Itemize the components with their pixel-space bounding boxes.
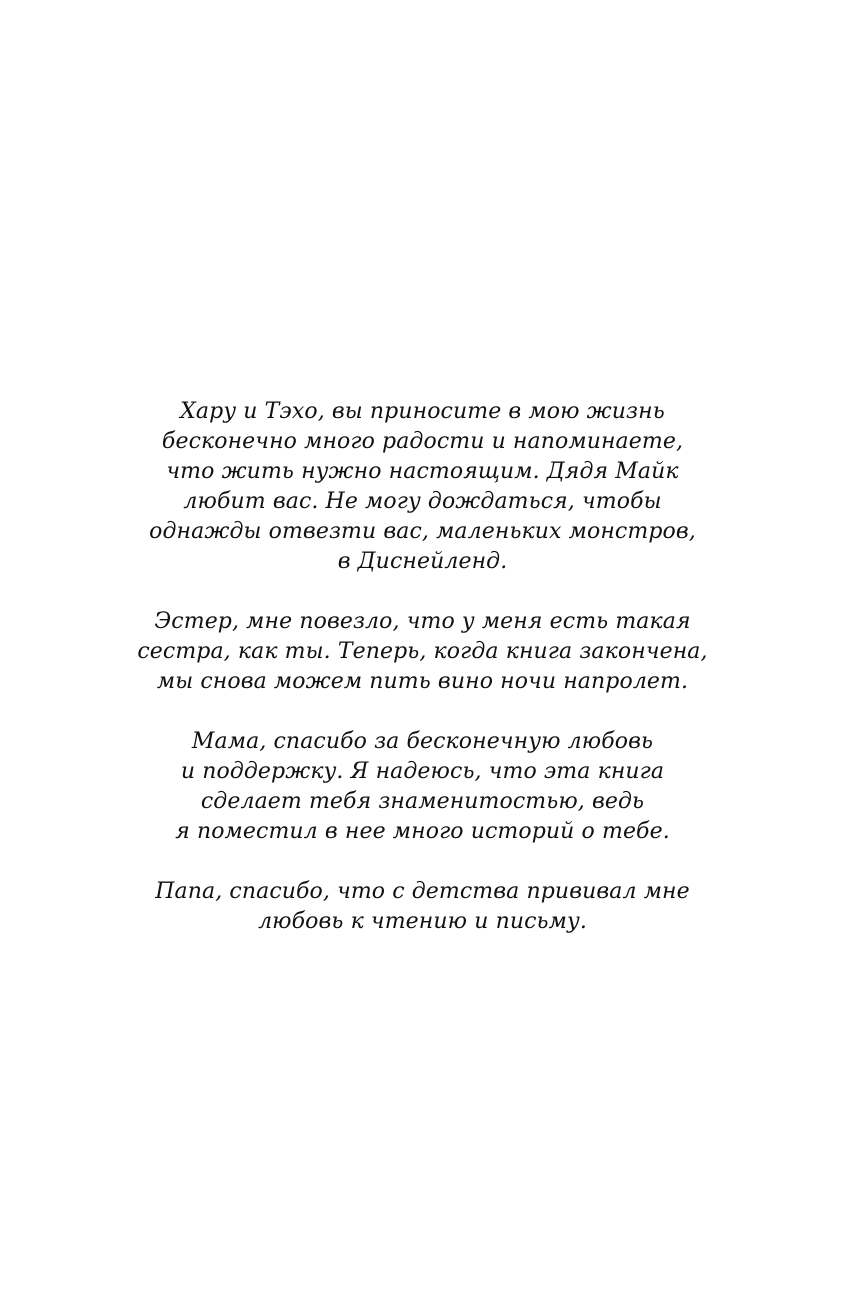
paragraph-children: [0, 397, 845, 577]
text-line: сестра, как ты. Теперь, когда книга закончена,: [137, 639, 708, 664]
text-line: любовь к чтению и письму.: [258, 909, 587, 934]
text-line: сделает тебя знаменитостью, ведь: [200, 789, 645, 814]
text-line: в Диснейленд.: [337, 549, 508, 574]
text-line: что жить нужно настоящим. Дядя Майк: [166, 459, 679, 484]
text-line: Папа, спасибо, что с детства прививал мне: [155, 879, 690, 904]
text-line: однажды отвезти вас, маленьких монстров,: [149, 519, 696, 544]
text-line: Хару и Тэхо, вы приносите в мою жизнь: [180, 399, 665, 424]
text-line: я поместил в нее много историй о тебе.: [175, 819, 670, 844]
text-line: Мама, спасибо за бесконечную любовь: [191, 729, 654, 754]
paragraph-father: [0, 877, 845, 937]
text-line: Эстер, мне повезло, что у меня есть такая: [154, 609, 691, 634]
dedication-text: [0, 397, 845, 967]
text-line: любит вас. Не могу дождаться, чтобы: [183, 489, 662, 514]
text-line: мы снова можем пить вино ночи напролет.: [156, 669, 689, 694]
text-line: и поддержку. Я надеюсь, что эта книга: [180, 759, 665, 784]
paragraph-sister: [0, 607, 845, 697]
paragraph-mother: [0, 727, 845, 847]
text-line: бесконечно много радости и напоминаете,: [161, 429, 684, 454]
